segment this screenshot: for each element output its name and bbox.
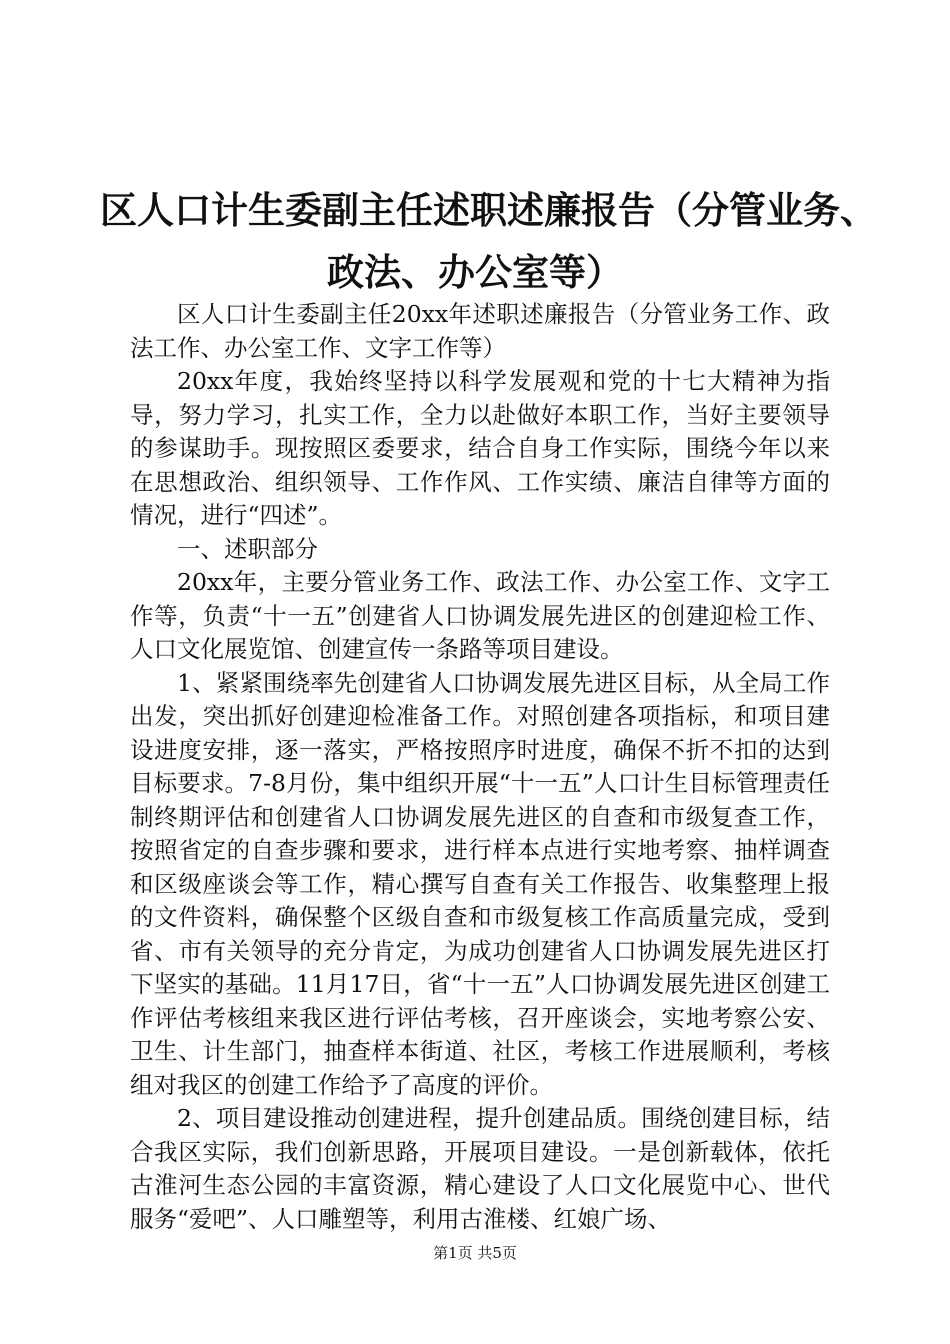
paragraph-item-1: 1、紧紧围绕率先创建省人口协调发展先进区目标，从全局工作出发，突出抓好创建迎检准备工作。对照创建各项指标，和项目建设进度安排，逐一落实，严格按照序时进度，确保不折不扣的达到目标要求。7-8月份，集中组织开展“十一五”人口计生目标管理责任制终期评估和创建省人口协调发展先进区的自查和市级复查工作，按照省定的自查步骤和要求，进行样本点进行实地考察、抽样调查和区级座谈会等工作，精心撰写自查有关工作报告、收集整理上报的文件资料，确保整个区级自查和市级复核工作高质量完成，受到省、市有关领导的充分肯定，为成功创建省人口协调发展先进区打下坚实的基础。11月17日，省“十一五”人口协调发展先进区创建工作评估考核组来我区进行评估考核，召开座谈会，实地考察公安、卫生、计生部门，抽查样本街道、社区，考核工作进展顺利，考核组对我区的创建工作给予了高度的评价。 bbox=[130, 668, 830, 1099]
section-heading: 一、述职部分 bbox=[177, 534, 318, 563]
paragraph-item-2: 2、项目建设推动创建进程，提升创建品质。围绕创建目标，结合我区实际，我们创新思路，开展项目建设。一是创新载体，依托古淮河生态公园的丰富资源，精心建设了人口文化展览中心、世代服务“爱吧”、人口雕塑等，利用古淮楼、红娘广场、 bbox=[130, 1104, 830, 1233]
document-body bbox=[130, 298, 830, 1236]
paragraph-subtitle: 区人口计生委副主任20xx年述职述廉报告（分管业务工作、政法工作、办公室工作、文字工作等） bbox=[130, 300, 830, 362]
title-line-1: 区人口计生委副主任述职述廉报告（分管业务、 bbox=[100, 189, 877, 232]
page-footer: 第1页 共5页 bbox=[433, 1244, 517, 1262]
title-line-2: 政法、办公室等） bbox=[327, 251, 623, 294]
paragraph-duties: 20xx年，主要分管业务工作、政法工作、办公室工作、文字工作等，负责“十一五”创建省人口协调发展先进区的创建迎检工作、人口文化展览馆、创建宣传一条路等项目建设。 bbox=[130, 568, 830, 663]
paragraph-intro: 20xx年度，我始终坚持以科学发展观和党的十七大精神为指导，努力学习，扎实工作，全力以赴做好本职工作，当好主要领导的参谋助手。现按照区委要求，结合自身工作实际，围绕今年以来在思想政治、组织领导、工作作风、工作实绩、廉洁自律等方面的情况，进行“四述”。 bbox=[130, 367, 830, 529]
document-title bbox=[100, 180, 877, 304]
